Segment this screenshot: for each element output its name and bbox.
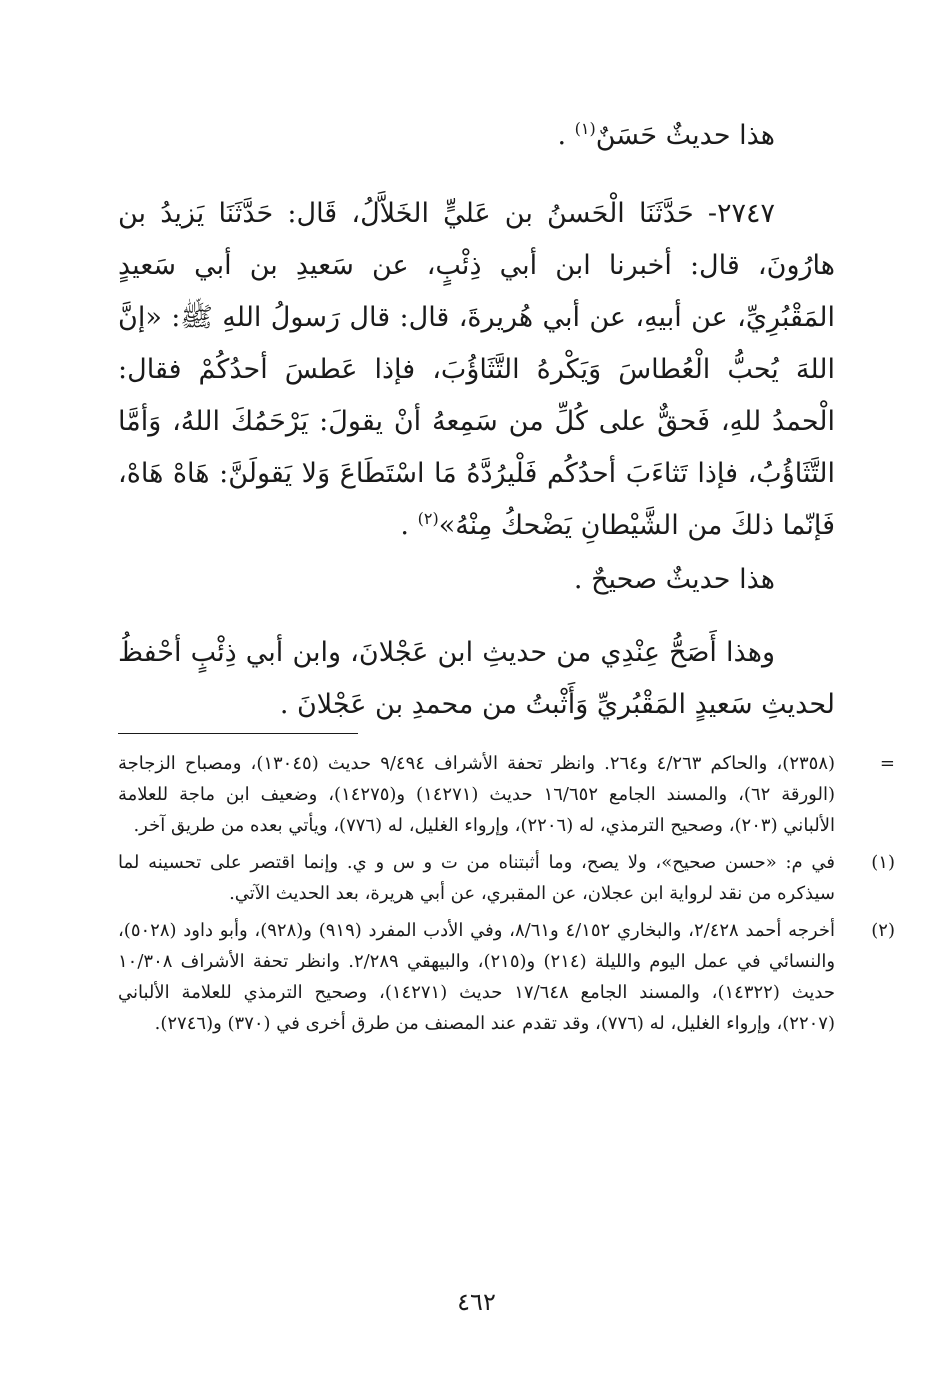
footnote-2	[118, 915, 895, 1039]
page-number: ٤٦٢	[457, 1288, 496, 1316]
hadith-end: .	[400, 510, 418, 541]
footnote-marker: (٢)	[871, 920, 895, 941]
footnotes	[118, 748, 895, 1045]
footnote-ref-2[interactable]: (٢)	[417, 509, 439, 528]
footnote-text: في م: «حسن صحيح»، ولا يصح، وما أثبتناه من ت و س و ي. وإنما اقتصر على تحسينه لما سيذكره من نقد لرواية ابن عجلان، عن المقبري، عن أبي هريرة، بعد الحديث الآتي.	[118, 852, 835, 904]
footnote-1	[118, 847, 895, 909]
hadith-text: ٢٧٤٧- حَدَّثَنَا الْحَسنُ بن عَليٍّ الخَلاَّلُ، قَال: حَدَّثَنَا يَزيدُ بن هارُونَ، قال: أخبرنا ابن أبي ذِئْبٍ، عن سَعيدِ بن أبي سَعيدٍ المَقْبُرِيِّ، عن أبيهِ، عن أبي هُريرةَ، قال: قال رَسولُ اللهِ ﷺ: «إنَّ اللهَ يُحبُّ الْعُطاسَ وَيَكْرهُ التَّثَاؤُبَ، فإذا عَطسَ أحدُكُمْ فقال: الْحمدُ للهِ، فَحقٌّ على كُلِّ من سَمِعهُ أنْ يقولَ: يَرْحَمُكَ اللهُ، وَأمَّا التَّثَاؤُبُ، فإذا تَثاءَبَ أحدُكُم فَلْيرُدَّهُ مَا اسْتَطَاعَ وَلا يَقولَنَّ: هَاهْ هَاهْ، فَإنّما ذلكَ من الشَّيْطانِ يَضْحكُ مِنْهُ»	[118, 198, 835, 541]
footnote-text: أخرجه أحمد ٢/٤٢٨، والبخاري ٤/١٥٢ و٨/٦١، وفي الأدب المفرد (٩١٩) و(٩٢٨)، وأبو داود (٥٠٢٨)، والنسائي في عمل اليوم والليلة (٢١٤) و(٢١٥)، والبيهقي ٢/٢٨٩. وانظر تحفة الأشراف ١٠/٣٠٨ حديث (١٤٣٢٢)، والمسند الجامع ١٧/٦٤٨ حديث (١٤٢٧١)، وصحيح الترمذي للعلامة الألباني (٢٢٠٧)، وإرواء الغليل، له (٧٧٦)، وقد تقدم عند المصنف من طرق أخرى في (٣٧٠) و(٢٧٤٦).	[118, 920, 836, 1034]
footnote-marker: (١)	[871, 852, 895, 873]
footnote-ref-1[interactable]: (١)	[574, 119, 596, 138]
footnote-continuation	[118, 748, 895, 841]
hadith-grade-hasan	[557, 116, 775, 156]
footnote-text: (٢٣٥٨)، والحاكم ٤/٢٦٣ و٢٦٤. وانظر تحفة الأشراف ٩/٤٩٤ حديث (١٣٠٤٥)، ومصباح الزجاجة (الورقة ٦٢)، والمسند الجامع ١٦/٦٥٢ حديث (١٤٢٧١) و(١٤٢٧٥)، وضعيف ابن ماجة للعلامة الألباني (٢٠٣)، وصحيح الترمذي، له (٢٢٠٦)، وإرواء الغليل، له (٧٧٦)، ويأتي بعده من طريق آخر.	[118, 753, 836, 836]
author-comment	[118, 627, 835, 731]
book-page	[118, 0, 895, 1382]
grade-text: هذا حديثٌ حَسَنٌ	[595, 120, 775, 151]
comment-text: وهذا أَصَحُّ عِنْدِي من حديثِ ابن عَجْلانَ، وابن أبي ذِئْبٍ أحْفظُ لحديثِ سَعيدٍ المَقْبُريِّ وَأَثْبتُ من محمدِ بن عَجْلانَ .	[118, 637, 835, 720]
grade-end: .	[557, 120, 575, 151]
hadith-2747	[118, 188, 835, 552]
footnote-marker: =	[879, 753, 895, 774]
hadith-grade-sahih: هذا حديثٌ صحيحٌ .	[573, 564, 775, 595]
